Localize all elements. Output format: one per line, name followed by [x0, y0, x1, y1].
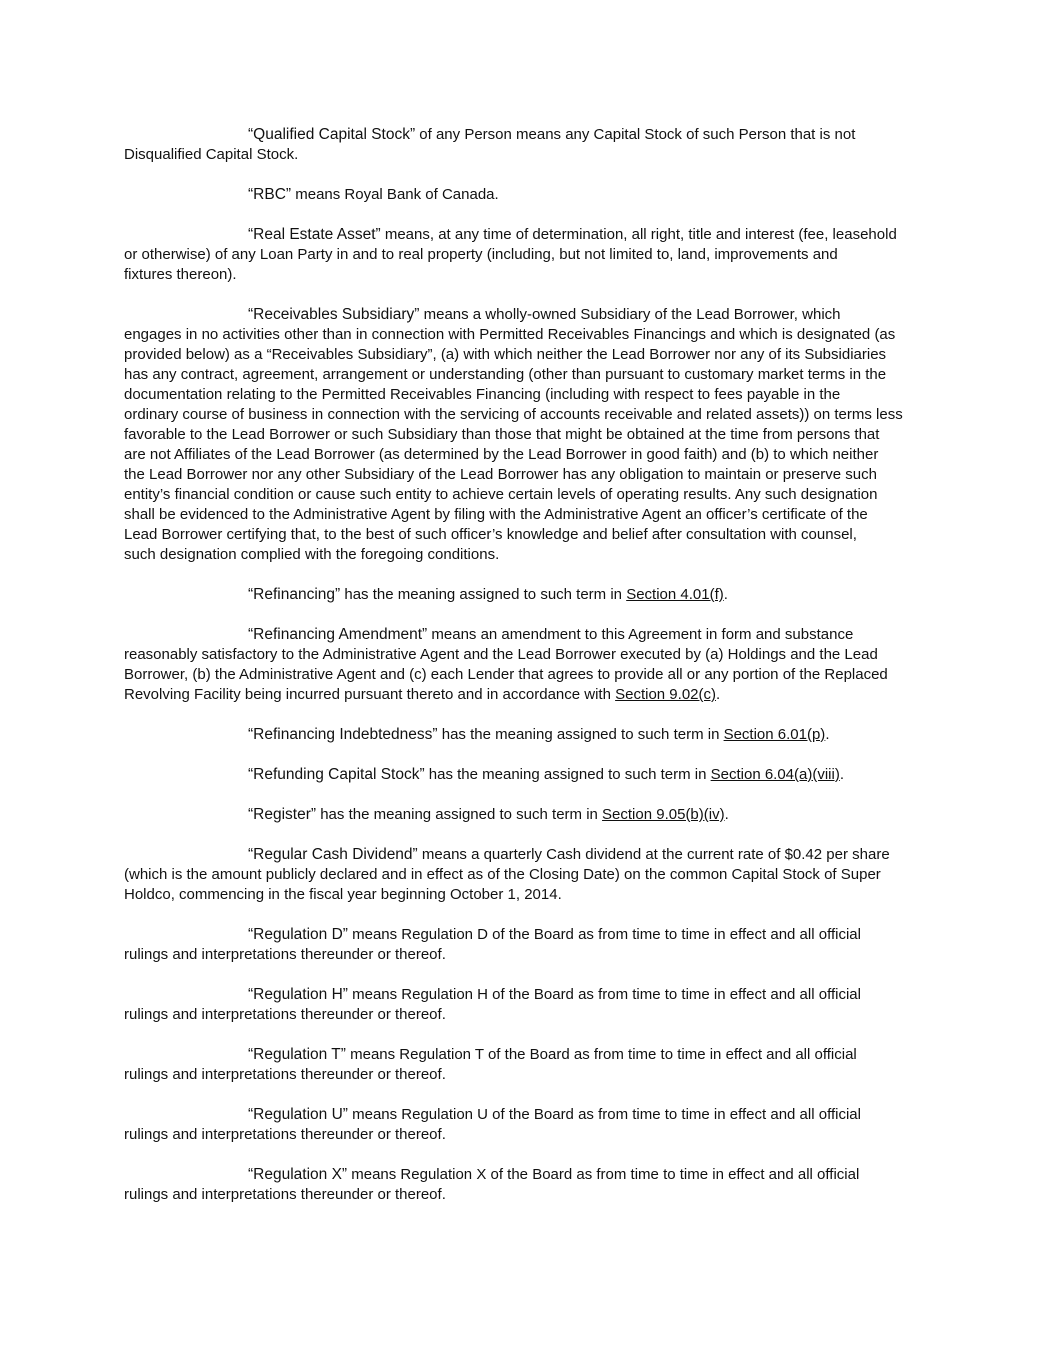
body-text: . — [724, 806, 729, 823]
text-line — [124, 585, 944, 605]
defined-term: “Regulation U” — [248, 1106, 348, 1123]
text-line — [124, 265, 944, 285]
body-text: means Regulation X of the Board as from time to time in effect and all official — [347, 1166, 860, 1183]
text-line — [124, 125, 944, 145]
body-text: means a quarterly Cash dividend at the current rate of $0.42 per share — [417, 846, 890, 863]
text-line — [124, 505, 944, 525]
text-line — [124, 845, 944, 865]
body-text: of any Person means any Capital Stock of such Person that is not — [415, 126, 856, 143]
section-reference: Section 9.05(b)(iv) — [602, 806, 725, 823]
defined-term: “Regulation H” — [248, 986, 348, 1003]
definition-paragraph — [124, 305, 944, 565]
text-line — [124, 325, 944, 345]
text-line — [124, 345, 944, 365]
text-line — [124, 925, 944, 945]
body-text: ordinary course of business in connection with the servicing of accounts receivable and related assets)) on terms less — [124, 406, 903, 423]
text-line — [124, 1045, 944, 1065]
body-text: Lead Borrower certifying that, to the best of such officer’s knowledge and belief after consultation with counsel, — [124, 526, 857, 543]
body-text: or otherwise) of any Loan Party in and to real property (including, but not limited to, land, improvements and — [124, 246, 838, 263]
body-text: has the meaning assigned to such term in — [424, 766, 711, 783]
text-line — [124, 1065, 944, 1085]
body-text: fixtures thereon). — [124, 266, 237, 283]
text-line — [124, 1105, 944, 1125]
definition-paragraph — [124, 1045, 944, 1085]
body-text: . — [839, 766, 845, 783]
body-text: the Lead Borrower nor any other Subsidiary of the Lead Borrower has any obligation to maintain or preserve such — [124, 466, 877, 483]
definition-paragraph — [124, 1165, 944, 1205]
text-line — [124, 1125, 944, 1145]
defined-term: “Refinancing Amendment” — [248, 626, 428, 643]
text-line — [124, 765, 944, 785]
text-line — [124, 625, 944, 645]
text-line — [124, 945, 944, 965]
defined-term: “Regular Cash Dividend” — [248, 846, 418, 863]
body-text: Holdco, commencing in the fiscal year beginning October 1, 2014. — [124, 886, 562, 903]
body-text: shall be evidenced to the Administrative Agent by filing with the Administrative Agent an officer’s certificate of the — [124, 506, 868, 523]
body-text: means, at any time of determination, all right, title and interest (fee, leasehold — [380, 226, 897, 243]
text-line — [124, 405, 944, 425]
defined-term: “Regulation D” — [248, 926, 348, 943]
body-text: rulings and interpretations thereunder or thereof. — [124, 1186, 446, 1203]
body-text: Revolving Facility being incurred pursuant thereto and in accordance with — [124, 686, 616, 703]
body-text: favorable to the Lead Borrower or such Subsidiary than those that might be obtained at the time from persons that — [124, 426, 880, 443]
definition-paragraph — [124, 125, 944, 165]
body-text: (which is the amount publicly declared and in effect as of the Closing Date) on the common Capital Stock of Super — [124, 866, 881, 883]
definition-paragraph — [124, 765, 944, 785]
body-text: has the meaning assigned to such term in — [340, 586, 627, 603]
body-text: means Regulation T of the Board as from time to time in effect and all official — [345, 1046, 857, 1063]
body-text: rulings and interpretations thereunder or thereof. — [124, 946, 446, 963]
section-reference: Section 6.04(a)(viii) — [710, 766, 840, 783]
defined-term: “RBC” — [248, 186, 292, 203]
body-text: Borrower, (b) the Administrative Agent and (c) each Lender that agrees to provide all or any portion of the Replaced — [124, 666, 888, 683]
body-text: . — [716, 686, 721, 703]
body-text: documentation relating to the Permitted Receivables Financing (including with respect to fees payable in the — [124, 386, 841, 403]
defined-term: “Qualified Capital Stock” — [248, 126, 416, 143]
definition-paragraph — [124, 625, 944, 705]
defined-term: “Real Estate Asset” — [248, 226, 381, 243]
text-line — [124, 425, 944, 445]
body-text: has the meaning assigned to such term in — [437, 726, 724, 743]
body-text: has the meaning assigned to such term in — [316, 806, 603, 823]
defined-term: “Regulation X” — [248, 1166, 348, 1183]
text-line — [124, 685, 944, 705]
defined-term: “Refinancing Indebtedness” — [248, 726, 438, 743]
body-text: rulings and interpretations thereunder or thereof. — [124, 1126, 446, 1143]
text-line — [124, 1185, 944, 1205]
text-line — [124, 185, 944, 205]
body-text: means Regulation D of the Board as from time to time in effect and all official — [347, 926, 861, 943]
body-text: entity’s financial condition or cause such entity to achieve certain levels of operating results. Any such designation — [124, 486, 878, 503]
definition-paragraph — [124, 185, 944, 205]
text-line — [124, 1165, 944, 1185]
definition-paragraph — [124, 585, 944, 605]
text-line — [124, 245, 944, 265]
body-text: means Regulation H of the Board as from time to time in effect and all official — [347, 986, 861, 1003]
definition-paragraph — [124, 925, 944, 965]
text-line — [124, 465, 944, 485]
body-text: means an amendment to this Agreement in form and substance — [427, 626, 854, 643]
defined-term: “Receivables Subsidiary” — [248, 306, 420, 323]
body-text: reasonably satisfactory to the Administrative Agent and the Lead Borrower executed by (a) Holdings and the Lead — [124, 646, 878, 663]
text-line — [124, 885, 944, 905]
text-line — [124, 525, 944, 545]
text-line — [124, 805, 944, 825]
text-line — [124, 1005, 944, 1025]
text-line — [124, 445, 944, 465]
body-text: such designation complied with the foregoing conditions. — [124, 546, 500, 563]
document-page — [124, 125, 944, 1225]
section-reference: Section 9.02(c) — [615, 686, 716, 703]
defined-term: “Refinancing” — [248, 586, 341, 603]
body-text: are not Affiliates of the Lead Borrower (as determined by the Lead Borrower in good faith) and (b) to which neither — [124, 446, 879, 463]
body-text: engages in no activities other than in connection with Permitted Receivables Financings and which is designated (as — [124, 326, 896, 343]
body-text: provided below) as a “Receivables Subsidiary”, (a) with which neither the Lead Borrower nor any of its Subsidiaries — [124, 346, 887, 363]
definition-paragraph — [124, 1105, 944, 1145]
text-line — [124, 985, 944, 1005]
defined-term: “Regulation T” — [248, 1046, 346, 1063]
body-text: rulings and interpretations thereunder or thereof. — [124, 1066, 446, 1083]
body-text: Disqualified Capital Stock. — [124, 146, 299, 163]
definition-paragraph — [124, 225, 944, 285]
definition-paragraph — [124, 805, 944, 825]
body-text: means a wholly-owned Subsidiary of the Lead Borrower, which — [419, 306, 841, 323]
text-line — [124, 385, 944, 405]
defined-term: “Register” — [248, 806, 317, 823]
defined-term: “Refunding Capital Stock” — [248, 766, 425, 783]
text-line — [124, 365, 944, 385]
body-text: has any contract, agreement, arrangement or understanding (other than pursuant to customary market terms in the — [124, 366, 887, 383]
text-line — [124, 545, 944, 565]
text-line — [124, 645, 944, 665]
body-text: means Regulation U of the Board as from time to time in effect and all official — [347, 1106, 861, 1123]
text-line — [124, 305, 944, 325]
body-text: means Royal Bank of Canada. — [291, 186, 499, 203]
definition-paragraph — [124, 725, 944, 745]
body-text: . — [825, 726, 830, 743]
text-line — [124, 145, 944, 165]
section-reference: Section 4.01(f) — [626, 586, 724, 603]
body-text: rulings and interpretations thereunder or thereof. — [124, 1006, 446, 1023]
section-reference: Section 6.01(p) — [723, 726, 826, 743]
definition-paragraph — [124, 845, 944, 905]
text-line — [124, 725, 944, 745]
text-line — [124, 485, 944, 505]
text-line — [124, 665, 944, 685]
text-line — [124, 865, 944, 885]
body-text: . — [723, 586, 728, 603]
definition-paragraph — [124, 985, 944, 1025]
text-line — [124, 225, 944, 245]
